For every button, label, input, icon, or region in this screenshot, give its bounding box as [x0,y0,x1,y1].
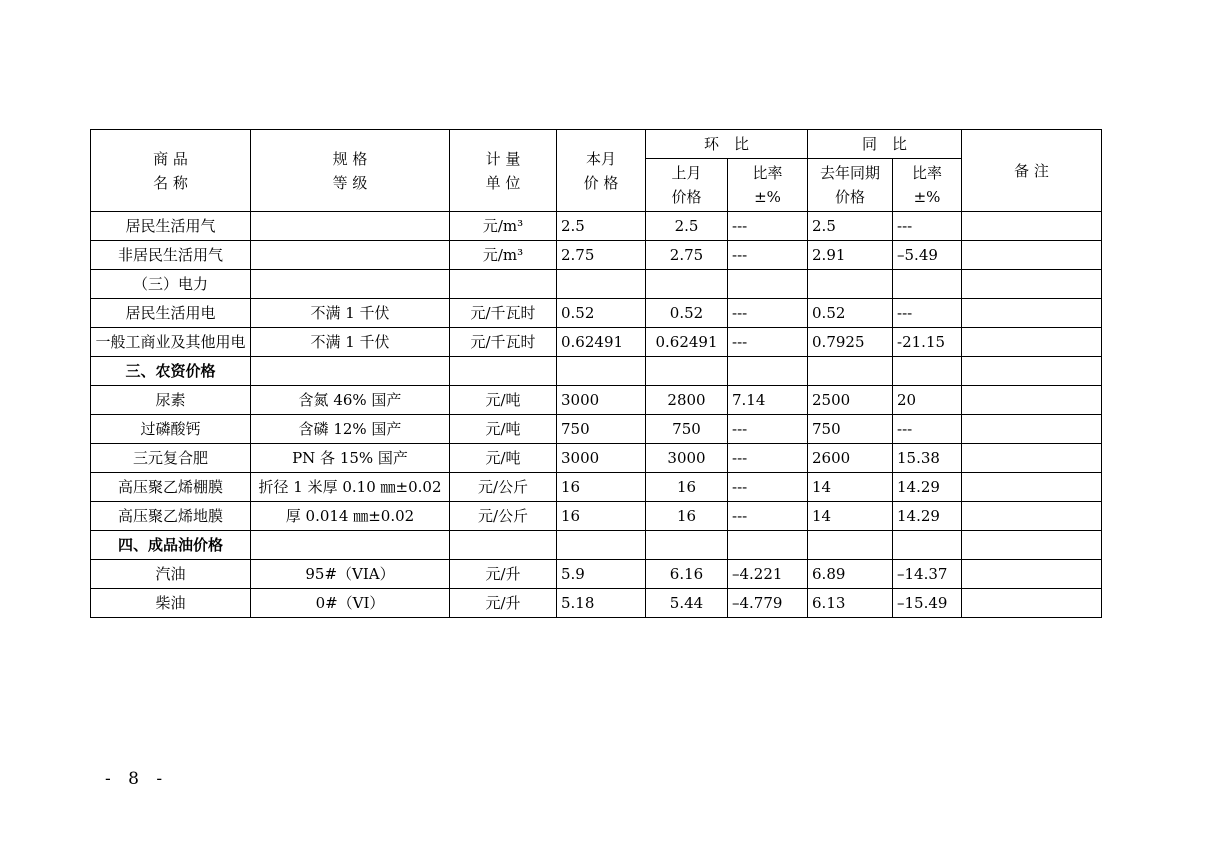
item-unit: 元/升 [450,589,557,618]
last-year-price: 0.7925 [808,328,893,357]
empty-cell [808,270,893,299]
last-month-price: 5.44 [646,589,728,618]
table-row [91,444,1102,473]
empty-cell [808,357,893,386]
empty-cell [893,357,962,386]
empty-cell [962,357,1102,386]
note [962,589,1102,618]
mom-rate: --- [728,299,808,328]
empty-cell [251,270,450,299]
item-unit: 元/吨 [450,415,557,444]
item-name: 过磷酸钙 [91,415,251,444]
last-year-price: 2.91 [808,241,893,270]
item-spec: 折径 1 米厚 0.10 ㎜±0.02 [251,473,450,502]
mom-rate: --- [728,415,808,444]
last-month-price: 2.75 [646,241,728,270]
yoy-rate: –15.49 [893,589,962,618]
section-title: （三）电力 [91,270,251,299]
item-name: 汽油 [91,560,251,589]
note [962,328,1102,357]
empty-cell [962,531,1102,560]
mom-rate: --- [728,241,808,270]
section-row [91,531,1102,560]
section-title: 三、农资价格 [91,357,251,386]
yoy-rate: 14.29 [893,473,962,502]
mom-rate: –4.779 [728,589,808,618]
yoy-rate: 15.38 [893,444,962,473]
yoy-rate: -21.15 [893,328,962,357]
note [962,444,1102,473]
item-spec [251,212,450,241]
empty-cell [557,357,646,386]
note [962,386,1102,415]
note [962,212,1102,241]
current-price: 5.9 [557,560,646,589]
last-month-price: 6.16 [646,560,728,589]
yoy-rate: 20 [893,386,962,415]
section-row [91,357,1102,386]
table-row [91,415,1102,444]
table-row [91,328,1102,357]
last-year-price: 0.52 [808,299,893,328]
item-name: 高压聚乙烯地膜 [91,502,251,531]
page-number: - 8 - [105,769,169,789]
item-spec: 含氮 46% 国产 [251,386,450,415]
last-month-price: 3000 [646,444,728,473]
item-unit: 元/千瓦时 [450,299,557,328]
header-year-on-year: 同 比 [808,130,962,159]
price-table [90,129,1102,618]
item-unit: 元/吨 [450,444,557,473]
empty-cell [450,357,557,386]
current-price: 0.62491 [557,328,646,357]
last-year-price: 2600 [808,444,893,473]
item-unit: 元/千瓦时 [450,328,557,357]
mom-rate: --- [728,444,808,473]
item-spec: 厚 0.014 ㎜±0.02 [251,502,450,531]
empty-cell [893,270,962,299]
note [962,299,1102,328]
current-price: 0.52 [557,299,646,328]
empty-cell [450,531,557,560]
item-spec: 0#（VI） [251,589,450,618]
last-month-price: 2800 [646,386,728,415]
header-unit: 计 量 单 位 [450,130,557,212]
empty-cell [728,270,808,299]
last-year-price: 750 [808,415,893,444]
header-current-price: 本月 价 格 [557,130,646,212]
yoy-rate: --- [893,415,962,444]
yoy-rate: 14.29 [893,502,962,531]
empty-cell [808,531,893,560]
empty-cell [557,270,646,299]
last-year-price: 14 [808,502,893,531]
section-row [91,270,1102,299]
item-spec: 不满 1 千伏 [251,299,450,328]
item-spec: 95#（VIA） [251,560,450,589]
yoy-rate: –14.37 [893,560,962,589]
header-month-on-month: 环 比 [646,130,808,159]
mom-rate: --- [728,212,808,241]
item-unit: 元/吨 [450,386,557,415]
current-price: 2.5 [557,212,646,241]
empty-cell [557,531,646,560]
table-row [91,299,1102,328]
item-name: 三元复合肥 [91,444,251,473]
empty-cell [962,270,1102,299]
mom-rate: --- [728,502,808,531]
empty-cell [450,270,557,299]
current-price: 5.18 [557,589,646,618]
last-month-price: 0.52 [646,299,728,328]
header-last-year-price: 去年同期 价格 [808,159,893,212]
item-unit: 元/升 [450,560,557,589]
last-month-price: 750 [646,415,728,444]
current-price: 2.75 [557,241,646,270]
item-spec: 含磷 12% 国产 [251,415,450,444]
note [962,473,1102,502]
table-row [91,560,1102,589]
note [962,502,1102,531]
mom-rate: –4.221 [728,560,808,589]
empty-cell [251,531,450,560]
item-name: 一般工商业及其他用电 [91,328,251,357]
empty-cell [728,357,808,386]
header-notes: 备 注 [962,130,1102,212]
table-row [91,502,1102,531]
header-spec: 规 格 等 级 [251,130,450,212]
last-year-price: 6.13 [808,589,893,618]
mom-rate: --- [728,473,808,502]
header-yoy-rate: 比率 ±% [893,159,962,212]
item-name: 高压聚乙烯棚膜 [91,473,251,502]
item-spec: PN 各 15% 国产 [251,444,450,473]
empty-cell [728,531,808,560]
section-title: 四、成品油价格 [91,531,251,560]
yoy-rate: --- [893,212,962,241]
item-name: 柴油 [91,589,251,618]
mom-rate: --- [728,328,808,357]
item-name: 居民生活用气 [91,212,251,241]
item-spec: 不满 1 千伏 [251,328,450,357]
note [962,560,1102,589]
table-row [91,589,1102,618]
mom-rate: 7.14 [728,386,808,415]
last-year-price: 2500 [808,386,893,415]
current-price: 3000 [557,444,646,473]
last-year-price: 14 [808,473,893,502]
item-name: 居民生活用电 [91,299,251,328]
item-unit: 元/m³ [450,212,557,241]
item-name: 非居民生活用气 [91,241,251,270]
last-year-price: 2.5 [808,212,893,241]
empty-cell [646,270,728,299]
empty-cell [251,357,450,386]
current-price: 3000 [557,386,646,415]
table-row [91,241,1102,270]
item-spec [251,241,450,270]
item-unit: 元/公斤 [450,502,557,531]
current-price: 16 [557,473,646,502]
last-month-price: 2.5 [646,212,728,241]
note [962,415,1102,444]
current-price: 750 [557,415,646,444]
current-price: 16 [557,502,646,531]
last-month-price: 16 [646,502,728,531]
header-last-month-price: 上月 价格 [646,159,728,212]
table-row [91,473,1102,502]
item-unit: 元/m³ [450,241,557,270]
empty-cell [646,531,728,560]
last-month-price: 0.62491 [646,328,728,357]
table-row [91,386,1102,415]
table-row [91,212,1102,241]
last-month-price: 16 [646,473,728,502]
header-name: 商 品 名 称 [91,130,251,212]
last-year-price: 6.89 [808,560,893,589]
yoy-rate: --- [893,299,962,328]
empty-cell [646,357,728,386]
header-mom-rate: 比率 ±% [728,159,808,212]
yoy-rate: –5.49 [893,241,962,270]
item-unit: 元/公斤 [450,473,557,502]
note [962,241,1102,270]
empty-cell [893,531,962,560]
item-name: 尿素 [91,386,251,415]
